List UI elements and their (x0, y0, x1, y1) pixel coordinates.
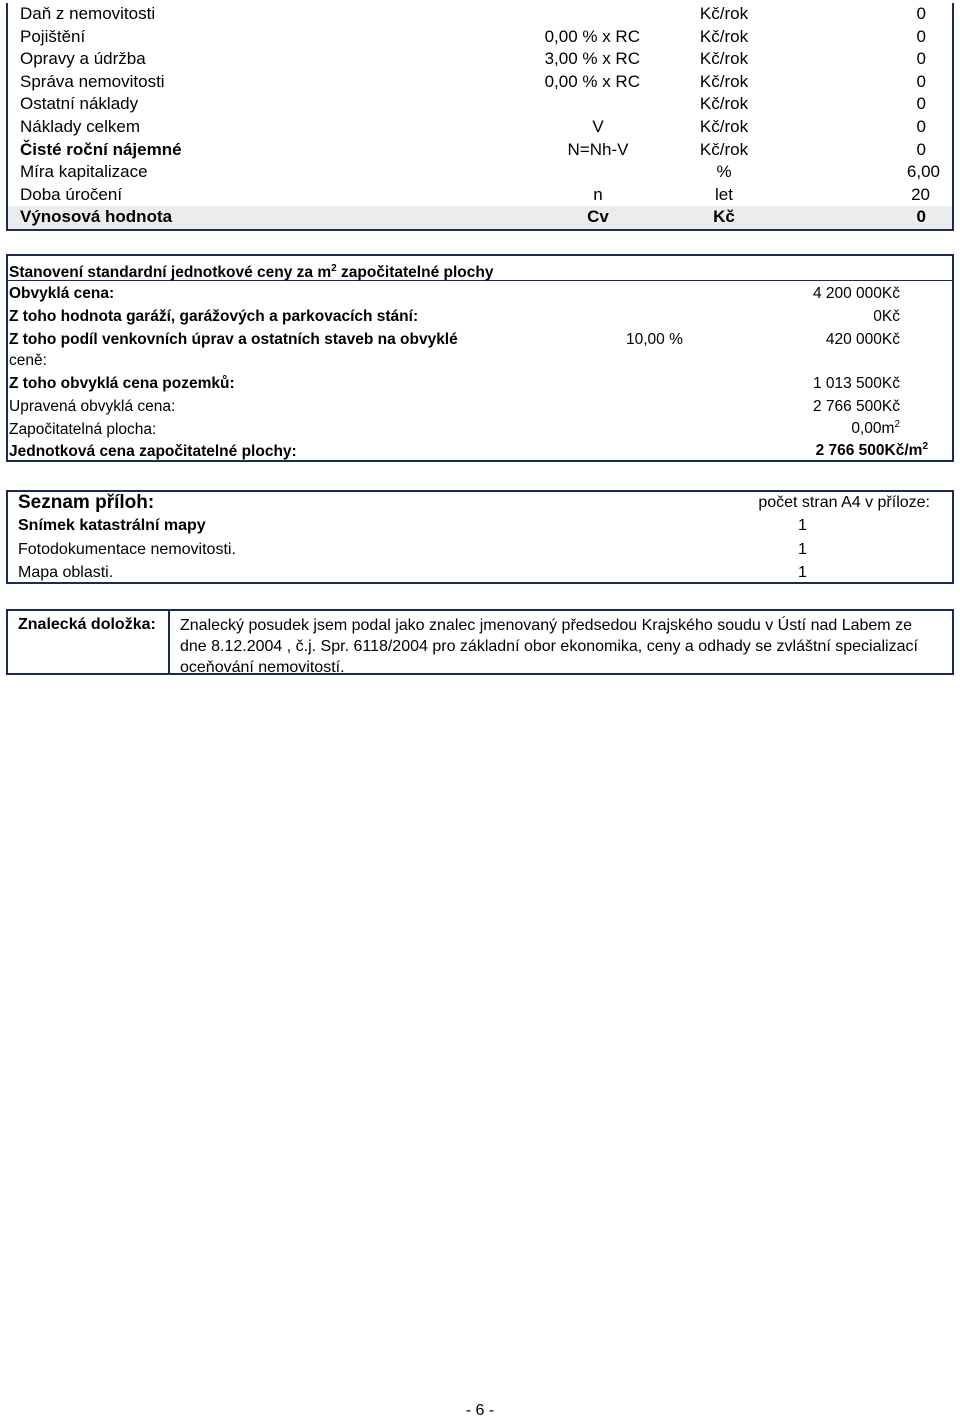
attachments-box (6, 490, 954, 584)
title-text-2: započitatelné plochy (336, 264, 494, 282)
income-row-yield-value (8, 206, 952, 229)
attachment-item: Fotodokumentace nemovitosti. (18, 541, 236, 558)
row-value: 0 (916, 4, 926, 23)
attachment-pages: 1 (798, 517, 807, 534)
row-unit: Kč (713, 207, 735, 227)
attachment-item: Mapa oblasti. (18, 564, 114, 581)
row-value: 0 (916, 116, 926, 136)
row-label: Čisté roční nájemné (20, 139, 182, 159)
row-value: 0 (916, 207, 926, 227)
income-row-net-rent (8, 139, 952, 162)
outdoor-percent: 10,00 % (626, 331, 683, 348)
outdoor-label: Z toho podíl venkovních úprav a ostatních staveb na obvyklé (9, 331, 458, 348)
row-label: Doba úročení (20, 184, 123, 204)
row-label: Výnosová hodnota (20, 207, 173, 227)
row-label: Náklady celkem (20, 116, 140, 136)
garages-value: 0Kč (873, 308, 900, 325)
row-unit: % (716, 162, 732, 182)
page-number: - 6 - (465, 1402, 495, 1419)
usual-price-value: 4 200 000Kč (812, 285, 900, 302)
pages-heading: počet stran A4 v příloze: (758, 494, 930, 511)
attachment-pages: 1 (798, 541, 807, 558)
row-value: 0 (916, 71, 926, 91)
unit-price-value (816, 441, 928, 460)
area-value (851, 419, 900, 438)
row-formula: N=Nh-V (567, 139, 629, 159)
expert-clause-text: Znalecký posudek jsem podal jako znalec jmenovaný předsedou Krajského soudu v Ústí nad Labem ze dne 8.12.2004 , č.j. Spr. 6118/2004 pro základní obor ekonomika, ceny a odhady se zvláštní specializací oceňování nemovitostí. (180, 617, 918, 676)
row-label: Opravy a údržba (20, 49, 146, 69)
row-unit: Kč/rok (699, 4, 749, 23)
income-row-tax (8, 3, 952, 26)
row-value: 0 (916, 26, 926, 46)
row-unit: Kč/rok (699, 139, 749, 159)
area-value-text: 0,00m (851, 420, 895, 438)
expert-clause-label: Znalecká doložka: (18, 616, 156, 633)
row-label: Ostatní náklady (20, 94, 139, 114)
adjusted-price-value: 2 766 500Kč (812, 398, 900, 415)
unit-price-value-text: 2 766 500Kč/m (815, 442, 923, 460)
row-value: 0 (916, 94, 926, 114)
row-label: Pojištění (20, 26, 86, 46)
income-row-insurance (8, 26, 952, 49)
row-formula: V (592, 116, 604, 136)
unit-price-sup: 2 (922, 441, 928, 452)
usual-price-label: Obvyklá cena: (9, 285, 115, 302)
adjusted-price-label: Upravená obvyklá cena: (9, 398, 176, 415)
income-row-total-costs (8, 116, 952, 139)
standard-price-box (6, 254, 954, 462)
row-formula: Cv (587, 207, 609, 227)
garages-label: Z toho hodnota garáží, garážových a parkovacích stání: (9, 308, 419, 325)
income-row-period (8, 184, 952, 207)
outdoor-label-continued: ceně: (9, 352, 47, 369)
row-label: Daň z nemovitosti (20, 4, 156, 23)
income-row-repairs (8, 48, 952, 71)
land-value: 1 013 500Kč (812, 375, 900, 392)
row-unit: Kč/rok (699, 94, 749, 114)
title-sup: 2 (331, 263, 337, 274)
row-value: 6,00 (906, 162, 940, 182)
outdoor-value: 420 000Kč (825, 331, 900, 348)
title-text: Stanovení standardní jednotkové ceny za m (9, 264, 332, 282)
income-row-management (8, 71, 952, 94)
row-formula: 0,00 % x RC (544, 71, 640, 91)
clause-divider (168, 611, 170, 673)
row-label: Správa nemovitosti (20, 71, 165, 91)
row-unit: Kč/rok (699, 116, 749, 136)
income-row-other-costs (8, 93, 952, 116)
row-formula: n (593, 184, 603, 204)
land-label: Z toho obvyklá cena pozemků: (9, 375, 235, 392)
row-unit: Kč/rok (699, 26, 749, 46)
row-formula: 3,00 % x RC (544, 49, 640, 69)
row-unit: Kč/rok (699, 49, 749, 69)
income-table (6, 3, 954, 231)
standard-price-title (8, 256, 953, 281)
income-row-cap-rate (8, 161, 952, 184)
attachment-item: Snímek katastrální mapy (18, 517, 206, 534)
area-label: Započitatelná plocha: (9, 421, 157, 438)
row-unit: let (715, 184, 733, 204)
row-value: 20 (911, 184, 930, 204)
expert-clause-box (6, 609, 954, 675)
row-value: 0 (916, 139, 926, 159)
row-label: Míra kapitalizace (20, 162, 148, 182)
row-formula: 0,00 % x RC (544, 26, 640, 46)
attachments-heading: Seznam příloh: (18, 492, 155, 513)
row-value: 0 (916, 49, 926, 69)
unit-price-label: Jednotková cena započitatelné plochy: (9, 443, 297, 460)
row-unit: Kč/rok (699, 71, 749, 91)
area-sup: 2 (894, 419, 900, 430)
attachment-pages: 1 (798, 564, 807, 581)
